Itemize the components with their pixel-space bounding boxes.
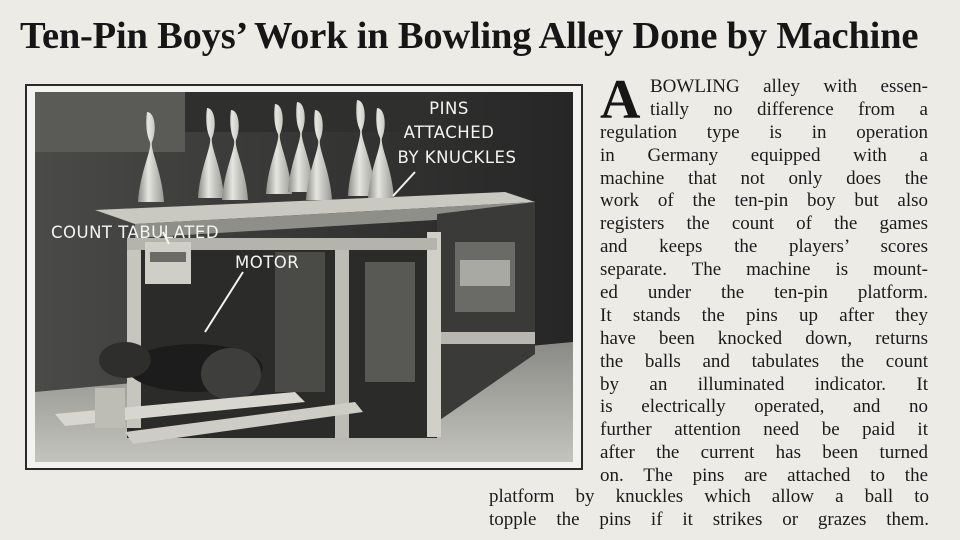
label-count-tabulated: COUNT TABULATED <box>51 223 220 242</box>
body-line: registers the count of the games <box>600 213 928 235</box>
article-column <box>600 69 928 488</box>
label-pins-line3: BY KNUCKLES <box>397 148 517 167</box>
body-line: regulation type is in operation <box>600 121 928 143</box>
article-wide-lines <box>489 486 929 532</box>
body-line: It stands the pins up after they <box>600 304 928 326</box>
photo-frame <box>25 84 583 470</box>
article-headline: Ten-Pin Boys’ Work in Bowling Alley Done by Machine <box>20 15 919 57</box>
machine-illustration <box>35 92 573 462</box>
body-line: further attention need be paid it <box>600 419 928 441</box>
body-line: on. The pins are attached to the <box>600 465 928 487</box>
body-line: ed under the ten-pin platform. <box>600 282 928 304</box>
body-line: separate. The machine is mount- <box>600 259 928 281</box>
body-line: BOWLING alley with essen- <box>650 76 928 97</box>
body-line: topple the pins if it strikes or grazes them. <box>489 508 929 530</box>
body-line: machine that not only does the <box>600 167 928 189</box>
machine-photo <box>35 92 573 462</box>
body-line: by an illuminated indicator. It <box>600 373 928 395</box>
label-pins-line1: PINS <box>429 99 469 118</box>
body-line: the balls and tabulates the count <box>600 350 928 372</box>
body-line: have been knocked down, returns <box>600 327 928 349</box>
body-line: platform by knuckles which allow a ball to <box>489 486 929 507</box>
label-pins-line2: ATTACHED <box>403 123 495 142</box>
body-line: and keeps the players’ scores <box>600 236 928 258</box>
body-line: in Germany equipped with a <box>600 144 928 166</box>
drop-cap: A <box>600 69 641 131</box>
label-motor: MOTOR <box>235 253 300 272</box>
body-line: after the current has been turned <box>600 442 928 464</box>
body-line: work of the ten-pin boy but also <box>600 190 928 212</box>
body-line: tially no difference from a <box>650 98 928 120</box>
body-line: is electrically operated, and no <box>600 396 928 418</box>
